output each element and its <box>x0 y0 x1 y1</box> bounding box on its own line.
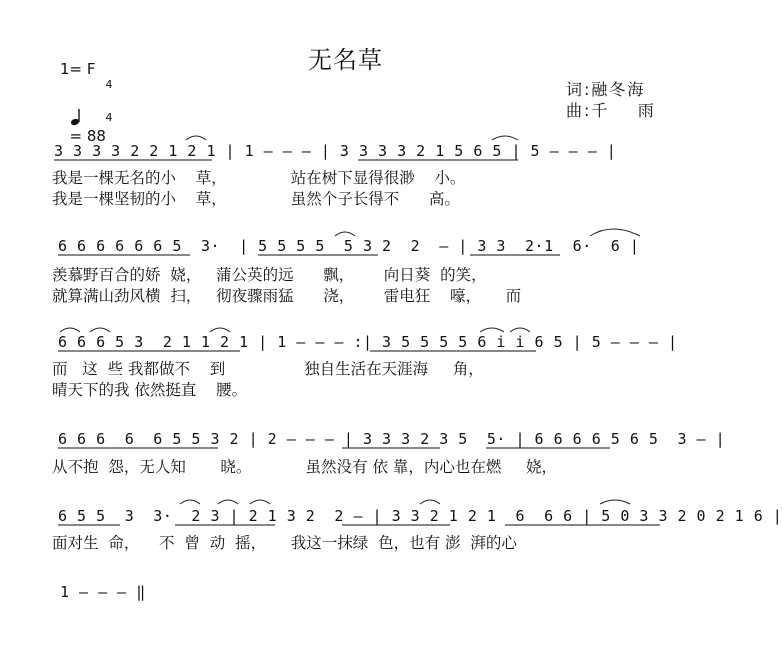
time-signature-top: 4 <box>105 78 113 91</box>
lyric-line-2-verse-1: 羡慕野百合的娇 娆， 蒲公英的远 飘， 向日葵 的笑， <box>52 266 487 284</box>
notation-line-2: 6 6 6 6 6 6 5 3· | 5 5 5 5 5 3 2 2 — | 3 3 2·1 6· 6 | <box>58 237 640 255</box>
slur-arc <box>600 500 630 504</box>
slur-arc <box>335 232 355 236</box>
slur-arc <box>218 500 238 504</box>
lyric-line-5-verse-1: 面对生 命， 不 曾 动 摇， 我这一抹绿 色，也有 澎 湃的心 <box>52 534 517 552</box>
slur-arc <box>590 229 640 236</box>
slur-arc <box>60 328 80 332</box>
lyric-line-3-verse-1: 而 这 些 我都做不 到 独自生活在天涯海 角， <box>52 360 484 378</box>
notation-line-4: 6 6 6 6 6 5 5 3 2 | 2 — — — | 3 3 3 2 3 5 5· | 6 6 6 6 5 6 5 3 — | <box>58 430 726 448</box>
notation-line-3: 6 6 6 5 3 2 1 1 2 1 | 1 — — — :| 3 5 5 5 5 6 i i 6 5 | 5 — — — | <box>58 333 678 351</box>
slur-arc <box>492 136 518 140</box>
slur-arc <box>250 500 270 504</box>
key-signature: 1= F <box>60 60 96 78</box>
lyricist-credit: 词:融冬海 <box>566 80 646 99</box>
slur-arc <box>90 328 110 332</box>
slur-arc <box>186 136 206 140</box>
slur-arc <box>210 328 230 332</box>
lyric-line-1-verse-2: 我是一棵坚韧的小 草， 虽然个子长得不 高。 <box>52 190 460 208</box>
quarter-note-icon <box>70 108 84 126</box>
song-title: 无名草 <box>308 46 383 74</box>
lyric-line-2-verse-2: 就算满山劲风横 扫， 彻夜骤雨猛 浇， 雷电狂 嚎， 而 <box>52 287 522 305</box>
slur-arc <box>510 328 530 332</box>
composer-credit: 曲:千 雨 <box>566 101 656 120</box>
lyric-line-3-verse-2: 晴天下的我 依然挺直 腰。 <box>52 381 248 399</box>
tempo-value: = 88 <box>69 127 106 145</box>
notation-line-1: 3 3 3 3 2 2 1 2 1 | 1 — — — | 3 3 3 3 2 1 5 6 5 | 5 — — — | <box>54 142 617 160</box>
slur-arc <box>180 500 200 504</box>
notation-line-6: 1 — — — ‖ <box>60 583 146 601</box>
lyric-line-4-verse-1: 从不抱 怨，无人知 晓。 虽然没有 依 靠，内心也在燃 娆， <box>52 458 558 476</box>
tempo-marking <box>60 90 106 145</box>
slur-arc <box>480 328 504 332</box>
slur-arc <box>420 500 440 504</box>
lyric-line-1-verse-1: 我是一棵无名的小 草， 站在树下显得很渺 小。 <box>52 169 466 187</box>
notation-line-5: 6 5 5 3 3· 2 3 | 2 1 3 2 2 — | 3 3 2 1 2 1 6 6 6 | 5 0 3 3 2 0 2 1 6 | <box>58 507 782 525</box>
time-signature-bottom: 4 <box>105 111 113 124</box>
